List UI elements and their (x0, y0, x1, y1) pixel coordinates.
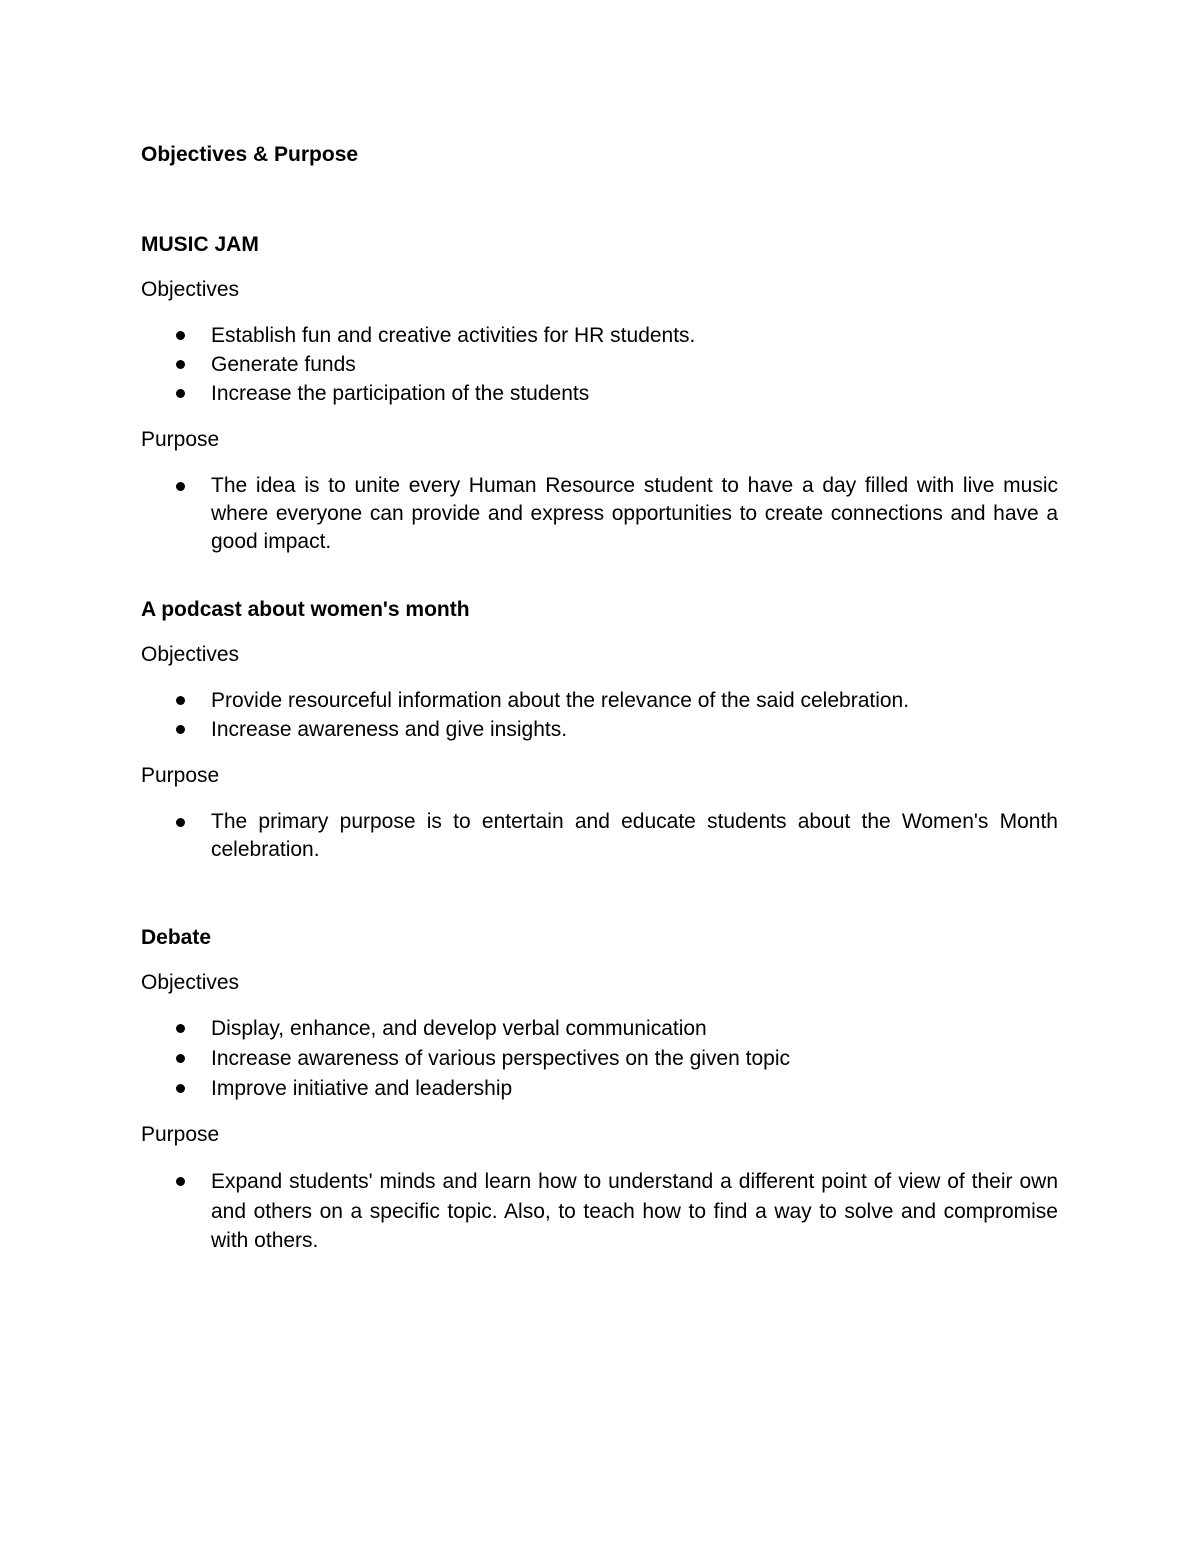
bullet-icon (176, 696, 185, 705)
list-item-text: Increase awareness and give insights. (211, 718, 568, 741)
purpose-label: Purpose (141, 764, 220, 787)
list-item (141, 350, 1058, 379)
list-item (141, 808, 1058, 864)
purpose-list (141, 808, 1058, 864)
section-title: MUSIC JAM (141, 233, 259, 256)
section-title: Debate (141, 926, 212, 949)
list-item (141, 472, 1058, 556)
objectives-label: Objectives (141, 278, 240, 301)
list-item (141, 379, 1058, 408)
list-item (141, 1074, 1058, 1104)
bullet-icon (176, 331, 185, 340)
objectives-list (141, 686, 1058, 744)
list-item-text: The primary purpose is to entertain and educate students about the Women's Month celebration. (211, 810, 1058, 861)
list-item-text: The idea is to unite every Human Resource student to have a day filled with live music where everyone can provide and express opportunities to create connections and have a good impact. (211, 474, 1058, 553)
document-title: Objectives & Purpose (141, 143, 359, 166)
section-music-jam (141, 233, 1058, 556)
list-item-text: Establish fun and creative activities for HR students. (211, 324, 696, 347)
list-item (141, 686, 1058, 715)
bullet-icon (176, 725, 185, 734)
list-item-text: Display, enhance, and develop verbal communication (211, 1017, 707, 1040)
purpose-label: Purpose (141, 1123, 220, 1146)
section-podcast (141, 598, 1058, 864)
list-item (141, 1167, 1058, 1256)
list-item-text: Increase awareness of various perspectives on the given topic (211, 1047, 790, 1070)
purpose-list (141, 1167, 1058, 1256)
bullet-icon (176, 389, 185, 398)
objectives-label: Objectives (141, 643, 240, 666)
bullet-icon (176, 818, 185, 827)
bullet-icon (176, 1054, 185, 1063)
list-item-text: Increase the participation of the students (211, 382, 590, 405)
list-item-text: Provide resourceful information about the relevance of the said celebration. (211, 689, 910, 712)
purpose-list (141, 472, 1058, 556)
section-title: A podcast about women's month (141, 598, 470, 621)
list-item (141, 1014, 1058, 1044)
list-item-text: Improve initiative and leadership (211, 1077, 513, 1100)
list-item (141, 1044, 1058, 1074)
bullet-icon (176, 360, 185, 369)
purpose-label: Purpose (141, 428, 220, 451)
list-item (141, 715, 1058, 744)
section-debate (141, 926, 1058, 1256)
bullet-icon (176, 1024, 185, 1033)
objectives-list (141, 321, 1058, 408)
bullet-icon (176, 1084, 185, 1093)
bullet-icon (176, 1177, 185, 1186)
list-item (141, 321, 1058, 350)
bullet-icon (176, 482, 185, 491)
list-item-text: Generate funds (211, 353, 356, 376)
objectives-label: Objectives (141, 971, 240, 994)
objectives-list (141, 1014, 1058, 1104)
list-item-text: Expand students' minds and learn how to understand a different point of view of their own and others on a specific topic. Also, to teach how to find a way to solve and compromise with others. (211, 1170, 1058, 1252)
